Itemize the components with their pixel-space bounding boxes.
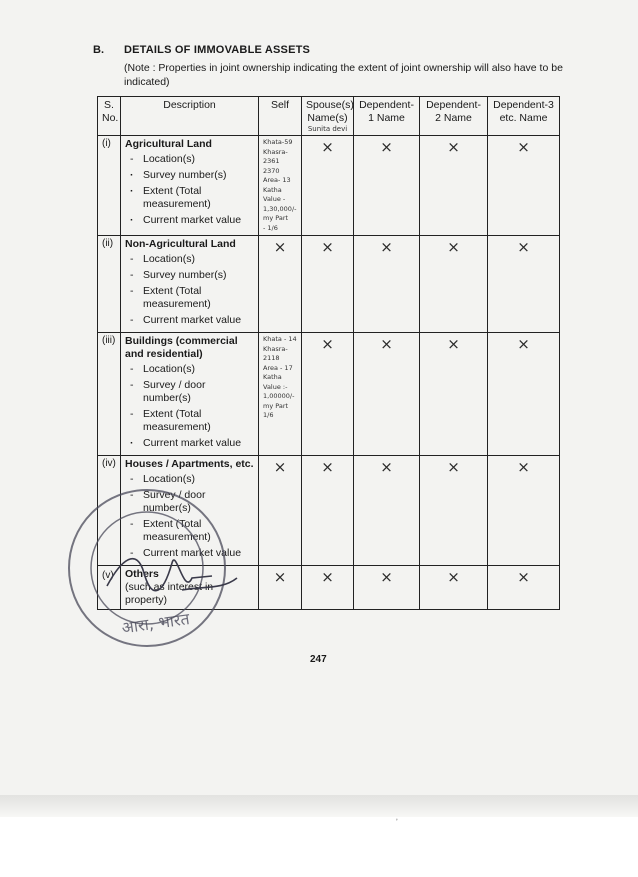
list-item: · Current market value	[125, 437, 254, 450]
cross-mark: ×	[354, 566, 420, 610]
page-number: 247	[310, 654, 327, 665]
cross-mark: ×	[259, 236, 302, 333]
scan-margin	[0, 817, 638, 877]
cross-mark: ×	[259, 566, 302, 610]
cross-mark: ×	[302, 136, 354, 236]
row-category: Agricultural Land	[125, 138, 212, 150]
cross-mark: ×	[302, 456, 354, 566]
list-item: - Survey number(s)	[125, 269, 254, 282]
list-item: - Location(s)	[125, 473, 254, 486]
list-item: - Extent (Total measurement)	[125, 285, 254, 311]
cross-mark: ×	[420, 136, 488, 236]
section-note: (Note : Properties in joint ownership indicating the extent of joint ownership will also have to be indicated)	[124, 62, 563, 88]
cross-mark: ×	[420, 236, 488, 333]
list-item: - Current market value	[125, 314, 254, 327]
row-description	[121, 236, 259, 333]
cross-mark: ×	[420, 456, 488, 566]
table-row	[98, 236, 560, 333]
list-item: · Current market value	[125, 214, 254, 227]
spouse-name-handwritten: Sunita devi	[307, 125, 348, 133]
row-category: Non-Agricultural Land	[125, 238, 236, 250]
cross-mark: ×	[302, 236, 354, 333]
cross-mark: ×	[259, 456, 302, 566]
self-handwritten-entry: Khata-59 Khasra-2361 2370 Area- 13 Katha Value - 1,30,000/- my Part - 1/6	[259, 136, 302, 236]
list-item: · Survey number(s)	[125, 169, 254, 182]
cross-mark: ×	[488, 236, 560, 333]
cross-mark: ×	[420, 566, 488, 610]
official-stamp	[52, 478, 262, 658]
row-description	[121, 333, 259, 456]
cross-mark: ×	[354, 456, 420, 566]
stamp-text: आरा, भारत	[120, 609, 191, 638]
header-dependent-3: Dependent-3 etc. Name	[488, 97, 560, 136]
header-spouse-label: Spouse(s) Name(s)	[306, 99, 354, 124]
list-item: - Extent (Total measurement)	[125, 518, 254, 544]
table-header-row	[98, 97, 560, 136]
cross-mark: ×	[302, 333, 354, 456]
row-items	[125, 363, 254, 450]
header-dependent-2: Dependent-2 Name	[420, 97, 488, 136]
header-sno: S. No.	[98, 97, 121, 136]
list-item: - Location(s)	[125, 153, 254, 166]
cross-mark: ×	[488, 333, 560, 456]
cross-mark: ×	[488, 566, 560, 610]
row-sno: (v)	[98, 566, 121, 610]
cross-mark: ×	[488, 136, 560, 236]
row-subtext: (such as interest in property)	[125, 581, 214, 606]
page-shadow	[0, 795, 638, 817]
cross-mark: ×	[354, 333, 420, 456]
stamp-inner-ring	[91, 512, 203, 624]
row-sno: (iii)	[98, 333, 121, 456]
list-item: - Extent (Total measurement)	[125, 408, 254, 434]
row-items	[125, 153, 254, 227]
header-self: Self	[259, 97, 302, 136]
list-item: · Extent (Total measurement)	[125, 185, 254, 211]
cross-mark: ×	[354, 136, 420, 236]
header-spouse	[302, 97, 354, 136]
row-items	[125, 253, 254, 327]
header-dependent-1: Dependent-1 Name	[354, 97, 420, 136]
section-title: DETAILS OF IMMOVABLE ASSETS	[124, 44, 311, 56]
cross-mark: ×	[420, 333, 488, 456]
list-item: - Location(s)	[125, 363, 254, 376]
cross-mark: ×	[302, 566, 354, 610]
row-sno: (iv)	[98, 456, 121, 566]
row-sno: (ii)	[98, 236, 121, 333]
row-description	[121, 136, 259, 236]
section-letter: B.	[93, 44, 104, 56]
cross-mark: ×	[354, 236, 420, 333]
self-handwritten-entry: Khata - 14 Khasra- 2118 Area - 17 Katha Value :- 1,00000/- my Part 1/6	[259, 333, 302, 456]
row-sno: (i)	[98, 136, 121, 236]
header-description: Description	[121, 97, 259, 136]
row-category: Buildings (commercial and residential)	[125, 335, 238, 360]
row-category: Others	[125, 568, 159, 580]
row-category: Houses / Apartments, etc.	[125, 458, 254, 470]
list-item: - Survey / door number(s)	[125, 379, 254, 405]
signature-scribble	[107, 559, 237, 591]
list-item: - Location(s)	[125, 253, 254, 266]
scan-speck: ʼ	[396, 818, 398, 827]
table-row	[98, 333, 560, 456]
cross-mark: ×	[488, 456, 560, 566]
list-item: - Survey / door number(s)	[125, 489, 254, 515]
table-row	[98, 136, 560, 236]
list-item: - Current market value	[125, 547, 254, 560]
